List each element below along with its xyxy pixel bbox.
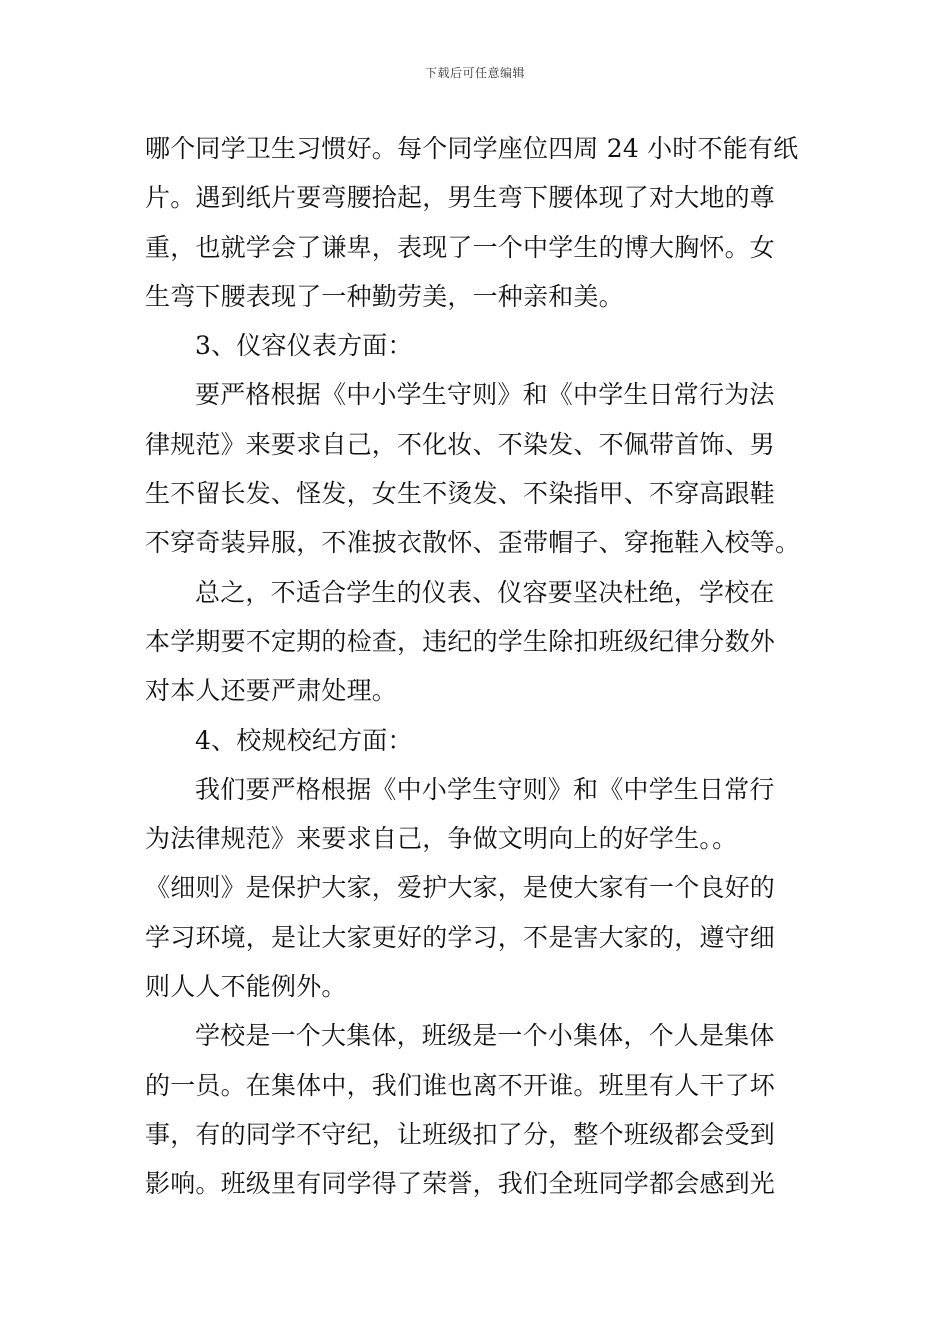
text-line: 我们要严格根据《中小学生守则》和《中学生日常行 (195, 774, 775, 804)
text-line: 事，有的同学不守纪，让班级扣了分，整个班级都会受到 (145, 1119, 776, 1149)
text-line: 影响。班级里有同学得了荣誉，我们全班同学都会感到光 (145, 1169, 776, 1199)
text-line: 学校是一个大集体，班级是一个小集体，个人是集体 (195, 1021, 775, 1051)
section-heading: 3、仪容仪表方面： (195, 331, 413, 361)
text-line: 为法律规范》来要求自己，争做文明向上的好学生。。 (145, 824, 738, 854)
page-header: 下载后可任意编辑 (424, 66, 525, 80)
text-line: 哪个同学卫生习惯好。每个同学座位四周 24 小时不能有纸 (145, 134, 799, 163)
text-line: 生不留长发、怪发，女生不烫发、不染指甲、不穿高跟鞋 (145, 479, 776, 509)
text-line: 律规范》来要求自己，不化妆、不染发、不佩带首饰、男 (145, 429, 776, 459)
text-line: 生弯下腰表现了一种勤劳美，一种亲和美。 (145, 281, 624, 311)
text-line: 要严格根据《中小学生守则》和《中学生日常行为法 (195, 380, 775, 410)
text-line: 对本人还要严肃处理。 (145, 676, 398, 706)
text-line: 的一员。在集体中，我们谁也离不开谁。班里有人干了坏 (145, 1070, 776, 1100)
text-line: 本学期要不定期的检查，违纪的学生除扣班级纪律分数外 (145, 626, 776, 656)
text-line: 则人人不能例外。 (145, 972, 347, 1002)
section-heading: 4、校规校纪方面： (195, 725, 413, 755)
text-line: 片。遇到纸片要弯腰拾起，男生弯下腰体现了对大地的尊 (145, 183, 776, 213)
text-line: 重，也就学会了谦卑，表现了一个中学生的博大胸怀。女 (145, 232, 776, 262)
text-line: 学习环境，是让大家更好的学习，不是害大家的，遵守细 (145, 922, 776, 952)
text-line: 总之，不适合学生的仪表、仪容要坚决杜绝，学校在 (195, 577, 775, 607)
text-line: 《细则》是保护大家，爱护大家，是使大家有一个良好的 (145, 873, 776, 903)
document-body (145, 124, 808, 1209)
text-line: 不穿奇装异服，不准披衣散怀、歪带帽子、穿拖鞋入校等。 (145, 528, 801, 558)
